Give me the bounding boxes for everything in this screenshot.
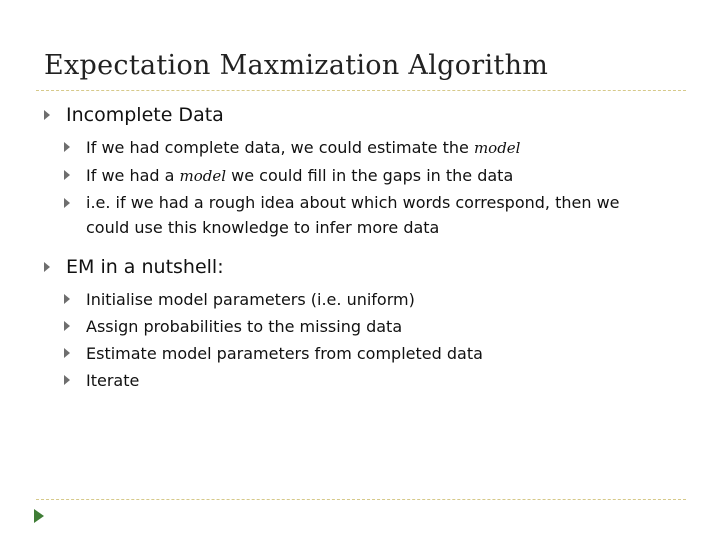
sub-bullet	[44, 367, 694, 394]
sub-list-em-steps	[44, 286, 694, 394]
triangle-right-icon	[64, 198, 70, 208]
bullet-em-in-a-nutshell	[44, 254, 694, 280]
title-divider	[36, 90, 686, 91]
bullet-incomplete-data	[44, 102, 694, 128]
triangle-right-icon	[64, 142, 70, 152]
sub-bullet-text: If we had complete data, we could estimate the	[86, 138, 474, 157]
triangle-right-icon	[64, 170, 70, 180]
triangle-right-icon	[64, 294, 70, 304]
triangle-right-icon	[44, 262, 50, 272]
sub-bullet-text: Iterate	[86, 371, 140, 390]
triangle-right-icon	[44, 110, 50, 120]
sub-bullet-text-continued: could use this knowledge to infer more data	[86, 218, 440, 237]
sub-bullet	[44, 313, 694, 340]
corner-triangle-icon	[34, 509, 44, 523]
sub-bullet	[44, 162, 694, 190]
slide-body	[44, 100, 694, 394]
triangle-right-icon	[64, 375, 70, 385]
emphasis-model: model	[473, 139, 521, 157]
sub-bullet-text: Estimate model parameters from completed data	[86, 344, 483, 363]
sub-bullet-text: Assign probabilities to the missing data	[86, 317, 403, 336]
sub-list-incomplete-data	[44, 134, 694, 240]
sub-bullet	[44, 134, 694, 162]
triangle-right-icon	[64, 321, 70, 331]
sub-bullet-text: i.e. if we had a rough idea about which words correspond, then we	[86, 193, 620, 212]
sub-bullet	[44, 190, 694, 240]
emphasis-model: model	[179, 167, 227, 185]
triangle-right-icon	[64, 348, 70, 358]
bullet-text: EM in a nutshell:	[66, 256, 224, 278]
sub-bullet-text: Initialise model parameters (i.e. uniform)	[86, 290, 415, 309]
sub-bullet	[44, 340, 694, 367]
slide-title: Expectation Maxmization Algorithm	[44, 50, 549, 81]
footer-divider	[36, 499, 686, 500]
sub-bullet	[44, 286, 694, 313]
sub-bullet-text-end: we could fill in the gaps in the data	[226, 166, 514, 185]
sub-bullet-text: If we had a	[86, 166, 180, 185]
bullet-text: Incomplete Data	[66, 104, 224, 126]
